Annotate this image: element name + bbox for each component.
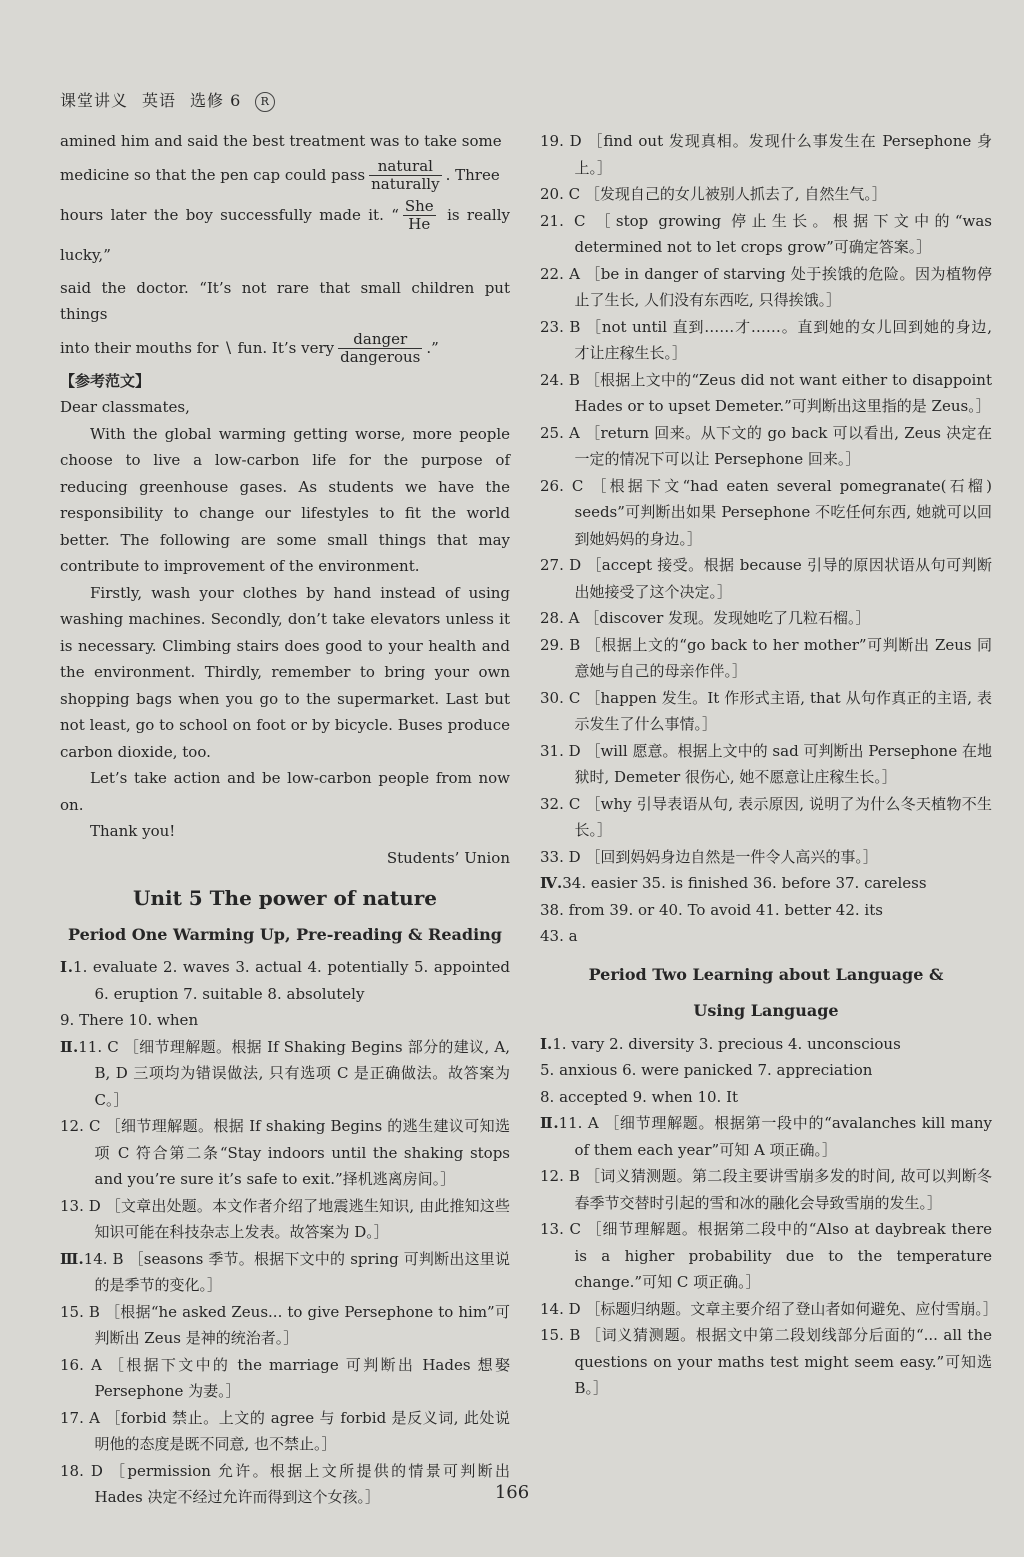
answer-list: 1. vary 2. diversity 3. precious 4. unconscious [552, 1034, 901, 1053]
continuation-line-3 [60, 195, 510, 275]
right-column [540, 128, 998, 1402]
section-numeral: Ⅳ. [540, 874, 563, 892]
choice-bottom: naturally [371, 175, 440, 193]
subject: 英语 [142, 91, 177, 110]
answer-q28: 28. A ［discover 发现。发现她吃了几粒石榴。］ [540, 609, 871, 627]
section-3-q14 [60, 1246, 510, 1299]
choice-top: natural [369, 158, 441, 176]
p2-answer-q13: 13. C ［细节理解题。根据第二段中的“Also at daybreak there is a higher probability due to the temperature change.”可知 C 项正确。］ [540, 1220, 992, 1291]
section-4-line-3: 43. a [540, 927, 578, 945]
p2-answer-q15: 15. B ［词义猜测题。根据文中第二段划线部分后面的“... all the questions on your maths test might seem easy.”可知选 B。］ [540, 1326, 992, 1397]
fraction-choice [338, 331, 422, 366]
answer-q25: 25. A ［return 回来。从下文的 go back 可以看出, Zeus 决定在一定的情况下可以让 Persephone 回来。］ [540, 423, 992, 468]
essay-greeting: Dear classmates, [60, 398, 190, 416]
answer-q21: 21. C ［stop growing 停止生长。根据下文中的“was determined not to let crops grow”可确定答案。］ [540, 211, 992, 256]
unit-title: Unit 5 The power of nature [133, 886, 437, 910]
answer-q13: 13. D ［文章出处题。本文作者介绍了地震逃生知识, 由此推知这些知识可能在科技杂志上发表。故答案为 D。］ [60, 1196, 510, 1241]
answer-q18: 18. D ［permission 允许。根据上文所提供的情景可判断出 Hades 决定不经过允许而得到这个女孩。］ [60, 1461, 510, 1506]
section-4-line-1 [540, 870, 992, 897]
period-two-title-b: Using Language [693, 1001, 839, 1020]
section-numeral: Ⅰ. [60, 958, 74, 976]
answer-q17: 17. A ［forbid 禁止。上文的 agree 与 forbid 是反义词, 此处说明他的态度是既不同意, 也不禁止。］ [60, 1408, 510, 1453]
continuation-line-5 [60, 328, 510, 368]
section-1-line-1 [60, 954, 510, 1007]
section-1-line-2: 9. There 10. when [60, 1011, 199, 1029]
text-fragment: into their mouths for ∖ fun. It’s very [60, 338, 335, 357]
p2-section-1-line-3: 8. accepted 9. when 10. It [540, 1087, 739, 1106]
choice-bottom: He [408, 215, 431, 233]
answer-q29: 29. B ［根据上文的“go back to her mother”可判断出 Zeus 同意她与自己的母亲作伴。］ [540, 635, 992, 680]
answer-q30: 30. C ［happen 发生。It 作形式主语, that 从句作真正的主语, 表示发生了什么事情。］ [540, 688, 992, 733]
period-one-title: Period One Warming Up, Pre-reading & Reading [68, 924, 502, 944]
answer-q12: 12. C ［细节理解题。根据 If shaking Begins 的逃生建议可知选项 C 符合第二条“Stay indoors until the shaking stops and you’re sure it’s safe to exit.”择机逃离房间。］ [60, 1117, 510, 1188]
answer-text: 14. B ［seasons 季节。根据下文中的 spring 可判断出这里说的是季节的变化。］ [83, 1249, 510, 1294]
section-numeral: Ⅱ. [540, 1114, 559, 1132]
answer-q32: 32. C ［why 引导表语从句, 表示原因, 说明了为什么冬天植物不生长。］ [540, 794, 992, 839]
fraction-choice [369, 158, 441, 193]
edition-badge-icon: R [255, 92, 275, 112]
essay-paragraph-3: Let’s take action and be low-carbon people from now on. [60, 769, 510, 814]
p2-answer-q14: 14. D ［标题归纳题。文章主要介绍了登山者如何避免、应付雪崩。］ [540, 1299, 998, 1318]
answer-q23: 23. B ［not until 直到……才……。直到她的女儿回到她的身边, 才让庄稼生长。］ [540, 317, 992, 362]
fraction-choice [403, 198, 436, 233]
running-header [60, 88, 289, 112]
section-numeral: Ⅲ. [60, 1249, 84, 1268]
essay-signature: Students’ Union [386, 848, 510, 867]
choice-top: She [404, 197, 434, 215]
essay-heading: 【参考范文】 [60, 371, 151, 390]
choice-bottom: dangerous [340, 348, 421, 366]
continuation-line-1: amined him and said the best treatment was to take some [60, 132, 502, 150]
section-4-line-2: 38. from 39. or 40. To avoid 41. better 42. its [540, 900, 883, 919]
essay-closing: Thank you! [90, 822, 176, 840]
left-column [60, 128, 510, 1511]
answer-text: 11. A ［细节理解题。根据第一段中的“avalanches kill many of them each year”可知 A 项正确。］ [558, 1114, 992, 1159]
period-two-title-a: Period Two Learning about Language & [588, 964, 944, 984]
text-fragment: is really lucky,” [60, 205, 510, 264]
answer-q22: 22. A ［be in danger of starving 处于挨饿的危险。因为植物停止了生长, 人们没有东西吃, 只得挨饿。］ [540, 264, 992, 309]
p2-section-1-line-2: 5. anxious 6. were panicked 7. appreciation [540, 1061, 873, 1079]
section-2-q11 [60, 1034, 510, 1114]
answer-q20: 20. C ［发现自己的女儿被别人抓去了, 自然生气。］ [540, 185, 887, 203]
text-fragment: medicine so that the pen cap could pass [60, 165, 366, 184]
text-fragment: . Three [445, 165, 500, 184]
book-title: 课堂讲义 [60, 91, 129, 110]
section-numeral: Ⅰ. [540, 1034, 553, 1053]
answer-q33: 33. D ［回到妈妈身边自然是一件令人高兴的事。］ [540, 847, 878, 866]
p2-section-1-line-1 [540, 1031, 992, 1058]
essay-paragraph-1: With the global warming getting worse, more people choose to live a low-carbon life for the purpose of reducing greenhouse gases. As students we have the responsibility to change our lifestyles to fit the world better. The following are some small things that may contribute to improvement of the environment. [60, 424, 510, 575]
answer-q27: 27. D ［accept 接受。根据 because 引导的原因状语从句可判断出她接受了这个决定。］ [540, 556, 992, 601]
answer-q24: 24. B ［根据上文中的“Zeus did not want either to disappoint Hades or to upset Demeter.”可判断出这里指的是 Zeus。］ [540, 370, 992, 415]
choice-top: danger [338, 331, 422, 349]
section-numeral: Ⅱ. [60, 1037, 79, 1056]
text-fragment: hours later the boy successfully made it. “ [60, 205, 399, 224]
essay-paragraph-2: Firstly, wash your clothes by hand instead of using washing machines. Secondly, don’t take elevators unless it is necessary. Climbing stairs does good to your health and the environment. Thirdly, remember to bring your own shopping bags when you go to the supermarket. Last but not least, go to school on foot or by bicycle. Buses produce carbon dioxide, too. [60, 583, 510, 761]
answer-list: 34. easier 35. is finished 36. before 37. careless [562, 874, 927, 892]
answer-text: 11. C ［细节理解题。根据 If Shaking Begins 部分的建议, A, B, D 三项均为错误做法, 只有选项 C 是正确做法。故答案为 C。］ [78, 1037, 510, 1109]
text-fragment: .” [426, 338, 439, 357]
answer-list: 1. evaluate 2. waves 3. actual 4. potentially 5. appointed 6. eruption 7. suitable 8. absolutely [73, 958, 510, 1003]
continuation-line-4: said the doctor. “It’s not rare that small children put things [60, 278, 510, 323]
answer-q26: 26. C ［根据下文“had eaten several pomegranate(石榴) seeds”可判断出如果 Persephone 不吃任何东西, 她就可以回到她妈妈的身边。］ [540, 476, 992, 548]
page-number: 166 [494, 1482, 530, 1503]
answer-q15: 15. B ［根据“he asked Zeus... to give Persephone to him”可判断出 Zeus 是神的统治者。］ [60, 1302, 510, 1347]
p2-answer-q12: 12. B ［词义猜测题。第二段主要讲雪崩多发的时间, 故可以判断冬春季节交替时引起的雪和冰的融化会导致雪崩的发生。］ [540, 1167, 992, 1212]
p2-section-2-q11 [540, 1110, 992, 1163]
continuation-line-2 [60, 155, 510, 195]
volume: 选修 6 [190, 91, 242, 110]
answer-q16: 16. A ［根据下文中的 the marriage 可判断出 Hades 想娶 Persephone 为妻。］ [60, 1355, 510, 1400]
answer-q31: 31. D ［will 愿意。根据上文中的 sad 可判断出 Persephone 在地狱时, Demeter 很伤心, 她不愿意让庄稼生长。］ [540, 741, 992, 786]
answer-q19: 19. D ［find out 发现真相。发现什么事发生在 Persephone 身上。］ [540, 132, 992, 177]
